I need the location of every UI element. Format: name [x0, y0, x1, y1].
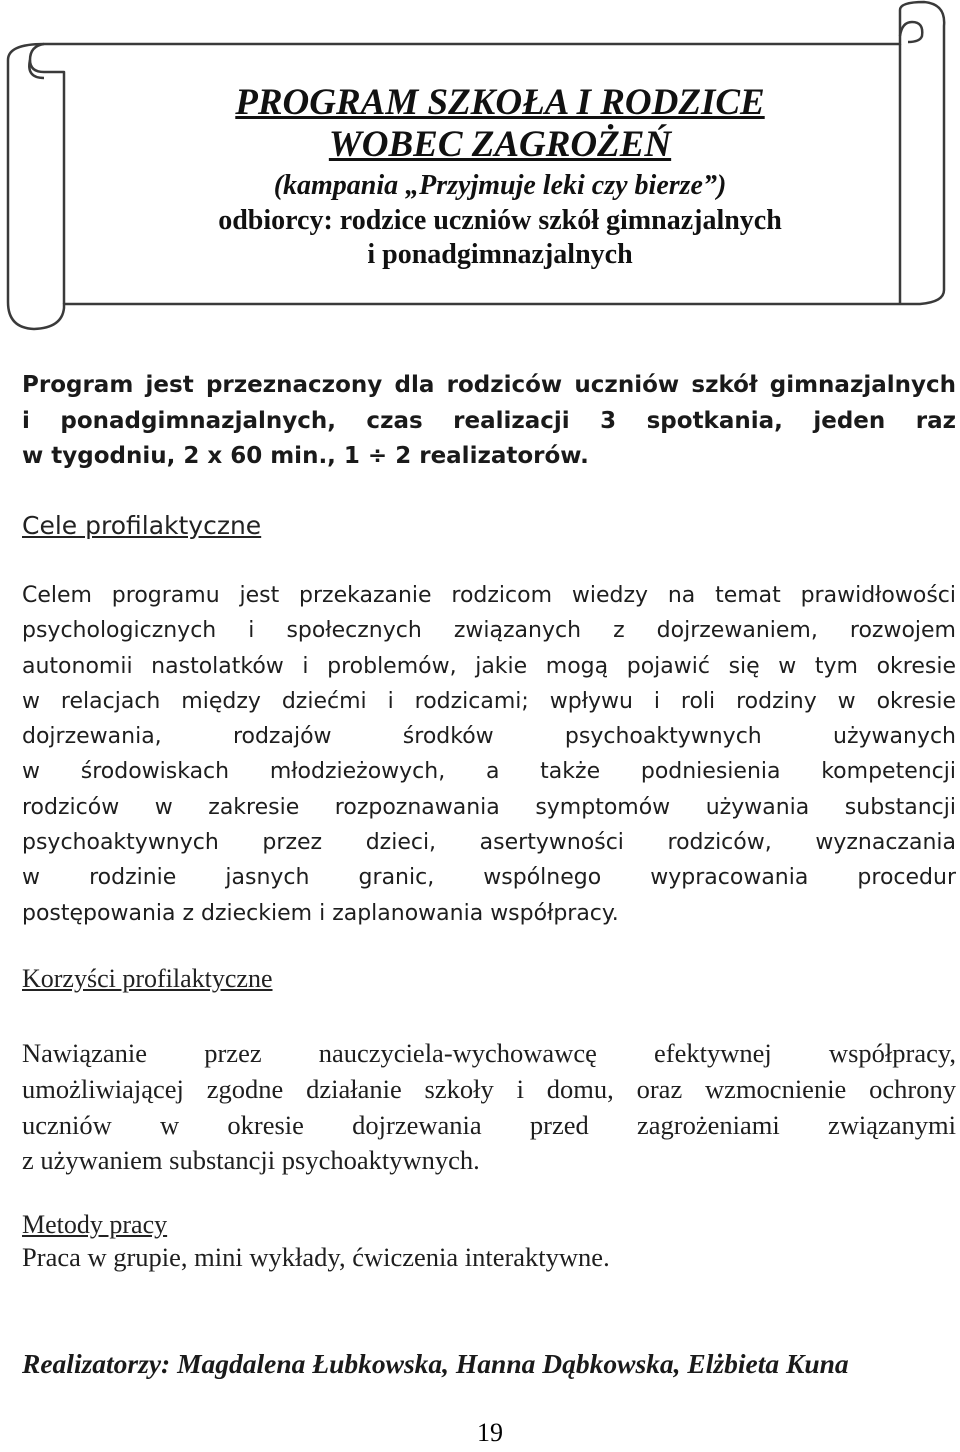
page-number: 19 — [477, 1418, 503, 1447]
paragraph-line: dojrzewania, rodzajów środków psychoaktywnych używanych — [22, 724, 956, 750]
metody-paragraph — [22, 1240, 956, 1275]
program-title-line2: WOBEC ZAGROŻEŃ — [328, 124, 672, 165]
paragraph-line: z używaniem substancji psychoaktywnych. — [22, 1145, 480, 1176]
intro-line: w tygodniu, 2 x 60 min., 1 ÷ 2 realizatorów. — [22, 443, 589, 469]
cele-paragraph — [22, 578, 956, 931]
campaign-name: (kampania „Przyjmuje leki czy bierze”) — [273, 170, 727, 201]
intro-line: Program jest przeznaczony dla rodziców uczniów szkół gimnazjalnych — [22, 372, 956, 398]
program-intro — [22, 368, 956, 475]
paragraph-line: w relacjach między dziećmi i rodzicami; wpływu i roli rodziny w okresie — [22, 688, 956, 714]
program-banner — [120, 82, 880, 272]
paragraph-line: Celem programu jest przekazanie rodzicom wiedzy na temat prawidłowości — [22, 583, 956, 608]
paragraph-line: umożliwiającej zgodne działanie szkoły i domu, oraz wzmocnienie ochrony — [22, 1073, 956, 1104]
section-heading-metody: Metody pracy — [22, 1210, 168, 1239]
audience-line1: odbiorcy: rodzice uczniów szkół gimnazjalnych — [218, 205, 782, 236]
paragraph-line: psychologicznych i społecznych związanych z dojrzewaniem, rozwojem — [22, 618, 956, 644]
paragraph-line: Praca w grupie, mini wykłady, ćwiczenia interaktywne. — [22, 1242, 610, 1272]
paragraph-line: Nawiązanie przez nauczyciela-wychowawcę efektywnej współpracy, — [22, 1038, 956, 1068]
paragraph-line: autonomii nastolatków i problemów, jakie mogą pojawić się w tym okresie — [22, 653, 956, 679]
korzysci-paragraph — [22, 1036, 956, 1179]
paragraph-line: w rodzinie jasnych granic, wspólnego wypracowania procedur — [22, 865, 956, 891]
audience-line2: i ponadgimnazjalnych — [367, 239, 633, 270]
program-title-line1: PROGRAM SZKOŁA I RODZICE — [235, 82, 765, 123]
paragraph-line: rodziców w zakresie rozpoznawania symptomów używania substancji — [22, 794, 956, 820]
paragraph-line: uczniów w okresie dojrzewania przed zagrożeniami związanymi — [22, 1109, 956, 1140]
paragraph-line: postępowania z dzieckiem i zaplanowania współpracy. — [22, 900, 619, 926]
authors-line: Realizatorzy: Magdalena Łubkowska, Hanna Dąbkowska, Elżbieta Kuna — [22, 1348, 849, 1379]
paragraph-line: psychoaktywnych przez dzieci, asertywności rodziców, wyznaczania — [22, 830, 956, 856]
section-heading-korzysci: Korzyści profilaktyczne — [22, 964, 273, 993]
paragraph-line: w środowiskach młodzieżowych, a także podniesienia kompetencji — [22, 759, 956, 785]
section-heading-cele: Cele profilaktyczne — [22, 511, 262, 540]
intro-line: i ponadgimnazjalnych, czas realizacji 3 spotkania, jeden raz — [22, 407, 956, 434]
